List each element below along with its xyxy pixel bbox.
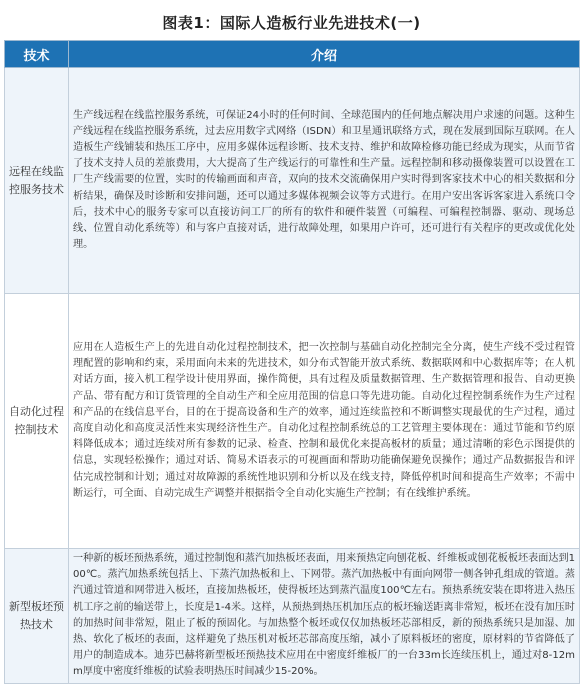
table-row xyxy=(5,68,580,294)
tech-description-cell: 应用在人造板生产上的先进自动化过程控制技术，把一次控制与基础自动化控制完全分离，使生产线不受过程管理配置的影响和约束，采用面向未来的先进技术，如分布式智能开放式系统、数据联网和中心数据库等；在人机对话方面，接入机工程学设计使用界面，操作简便，具有过程及质量数据管理、生产数据管理和报告、自动更换产品、带有配方和订货管理的全自动生产和全应用范围的信息口等先进功能。自动化过程控制系统作为生产过程和产品的在线信息平台，目的在于提高设备和生产的效率，通过连续监控和不断调整实现最优的生产过程，通过高度自动化和高度灵活性来实现经济性生产。自动化过程控制系统总的工艺管理主要体现在：通过节能和节约原料降低成本；通过连续对所有参数的记录、检查、控制和最优化来提高板材的质量；通过清晰的彩色示图提供的信息，实现轻松操作；通过对话、简易术语表示的可视画面和帮助功能确保避免误操作；通过产品数据报告和评估完成控制和计划；通过对故障源的系统性地识别和分析以及在线支持，降低停机时间和提高生产效率；不需中断运行，可全面、自动完成生产调整并根据指令全自动化实施生产控制；有在线维护系统。 xyxy=(69,294,580,549)
tech-description-cell: 生产线远程在线监控服务系统，可保证24小时的任何时间、全球范围内的任何地点解决用户求速的问题。这种生产线远程在线监控服务系统，过去应用数字式网络（ISDN）和卫星通讯联络方式，现在发展到国际互联网。在人造板生产线铺装和热压工序中，应用多媒体远程诊断、技术支持、维护和故障检修功能已经成为现实，从而节省了技术支持人员的差旅费用，大大提高了生产线运行的可靠性和生产量。远程控制和移动摄像装置可以设置在工厂生产线需要的位置，实时的传输画面和声音，双向的技术交流确保用户实时得到客家技术中心的相关数据和分析结果，确保及时诊断和安排问题，还可以通过多媒体视频会议等方式进行。在用户安出客诉客家进入系统口令后，技术中心的服务专家可以直接访问工厂的所有的软件和硬件装置（可编程、可编程控制器、驱动、现场总线、位置自动化系统等）和与客户直接对话，进行故障处理，如果用户许可，还可进行有关程序的更改或优化处理。 xyxy=(69,68,580,294)
tech-name-cell: 新型板坯预热技术 xyxy=(5,549,69,684)
header-intro: 介绍 xyxy=(69,41,580,68)
header-tech: 技术 xyxy=(5,41,69,68)
tech-name-cell: 自动化过程控制技术 xyxy=(5,294,69,549)
tech-description-cell: 一种新的板坯预热系统，通过控制饱和蒸汽加热板坯表面，用来预热定向刨花板、纤维板或刨花板板坯表面达到100℃。蒸汽加热系统包括上、下蒸汽加热板和上、下网带。蒸汽加热板中有面向网带一侧各钟孔组成的管道。蒸汽通过管道和网带进入板坯，直接加热板坯，使得板坯达到蒸汽温度100℃左右。预热系统安装在即将进入热压机工序之前的输送带上，长度是1-4米。这样，从预热到热压机加压点的板坯输送距离非常短，板坯在没有加压时的加热时间非常短，阻止了板的预固化。与加热整个板坯或仅仅加热板坯芯部相反，新的预热系统只是加湿、加热、软化了板坯的表面，这样避免了热压机对板坯芯部高度压缩，减小了原料板坯的密度，原材料的节省降低了用户的制造成本。迪芬巴赫将新型板坯预热技术应用在中密度纤维板厂的一台33m长连续压机上，通过对8-12mm厚度中密度纤维板的试验表明热压时间减少15-20%。 xyxy=(69,549,580,684)
tech-name-cell: 远程在线监控服务技术 xyxy=(5,68,69,294)
table-header-row xyxy=(5,41,580,68)
table-row xyxy=(5,294,580,549)
page-title: 图表1：国际人造板行业先进技术(一) xyxy=(162,14,421,32)
table-row xyxy=(5,549,580,684)
tech-table xyxy=(4,40,580,684)
